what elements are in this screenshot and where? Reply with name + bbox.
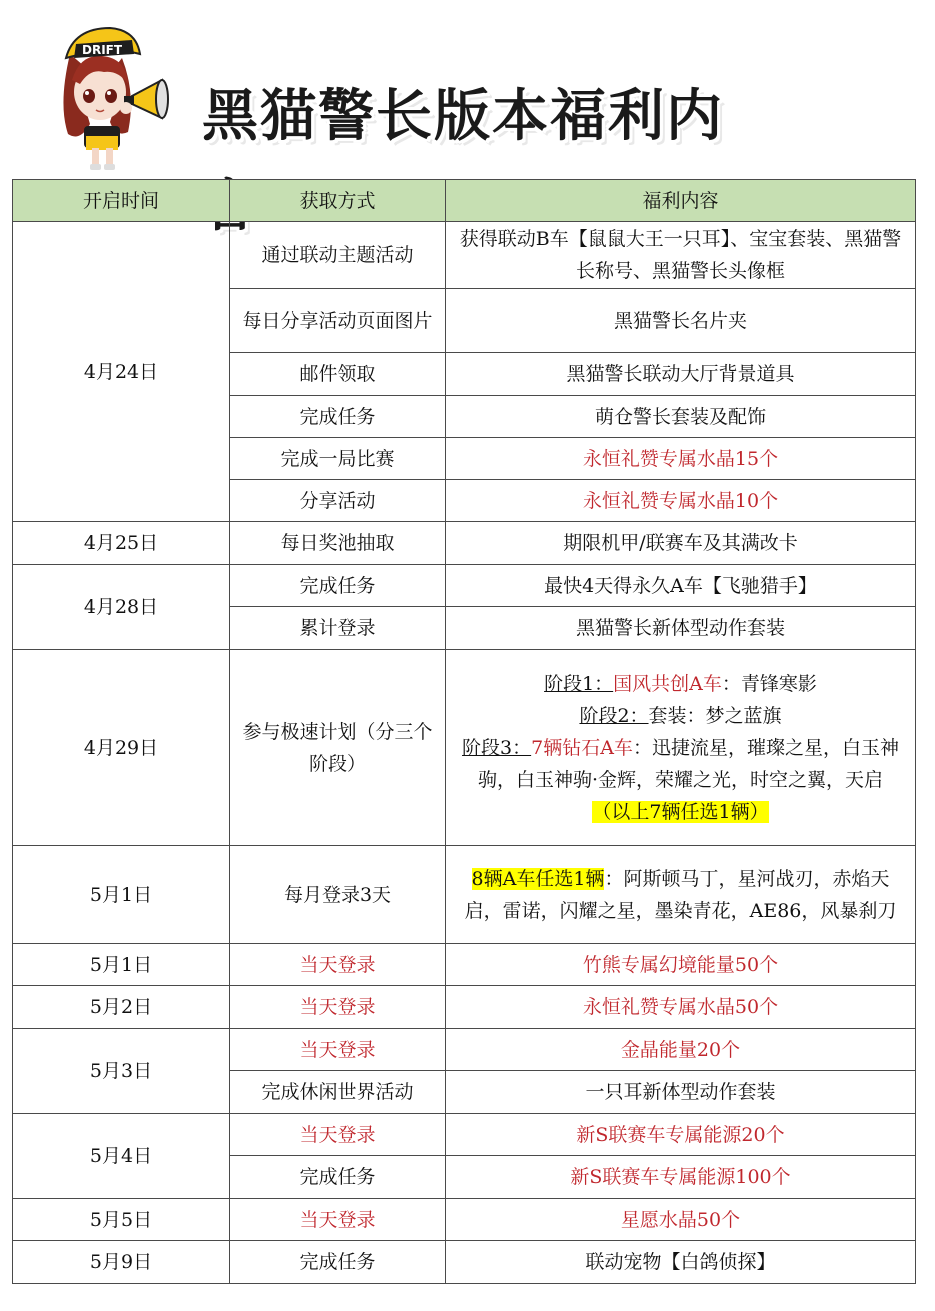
date-cell: 4月25日: [13, 522, 230, 565]
content-cell: 一只耳新体型动作套装: [446, 1071, 916, 1114]
content-cell: 黑猫警长名片夹: [446, 289, 916, 353]
method-cell: 每月登录3天: [230, 846, 446, 944]
date-cell: 5月4日: [13, 1114, 230, 1199]
method-cell: 累计登录: [230, 607, 446, 650]
content-cell: 星愿水晶50个: [446, 1199, 916, 1241]
date-cell: 5月1日: [13, 846, 230, 944]
stages-content-cell: [446, 650, 916, 846]
table-header-row: [13, 180, 916, 222]
date-cell: 5月5日: [13, 1199, 230, 1241]
header-method: 获取方式: [230, 180, 446, 222]
benefits-table: [12, 179, 916, 1284]
method-cell: 参与极速计划（分三个阶段）: [230, 650, 446, 846]
table-row: [13, 650, 916, 846]
content-cell: 获得联动B车【鼠鼠大王一只耳】、宝宝套装、黑猫警长称号、黑猫警长头像框: [446, 222, 916, 289]
page-title: 黑猫警长版本福利内: [202, 84, 724, 149]
date-cell: 4月28日: [13, 565, 230, 650]
method-cell: 每日奖池抽取: [230, 522, 446, 565]
method-cell: 通过联动主题活动: [230, 222, 446, 289]
method-cell: 当天登录: [230, 1199, 446, 1241]
content-cell: 8辆A车任选1辆：阿斯顿马丁，星河战刃，赤焰天启，雷诺，闪耀之星，墨染青花，AE86，风暴刹刀: [446, 846, 916, 944]
content-cell: 黑猫警长新体型动作套装: [446, 607, 916, 650]
stage-2-line: 阶段2：套装：梦之蓝旗: [579, 704, 782, 727]
method-cell: 每日分享活动页面图片: [230, 289, 446, 353]
table-row: [13, 522, 916, 565]
content-cell: 联动宠物【白鸽侦探】: [446, 1241, 916, 1284]
header-content: 福利内容: [446, 180, 916, 222]
stage-note: （以上7辆任选1辆）: [592, 800, 769, 823]
table-row: [13, 1241, 916, 1284]
highlight-text: 8辆A车任选1辆: [471, 867, 605, 890]
method-cell: 当天登录: [230, 944, 446, 986]
date-cell: 5月9日: [13, 1241, 230, 1284]
table-row: [13, 944, 916, 986]
content-cell: 新S联赛车专属能源20个: [446, 1114, 916, 1156]
date-cell: 4月29日: [13, 650, 230, 846]
method-cell: 完成任务: [230, 1156, 446, 1199]
method-cell: 当天登录: [230, 1114, 446, 1156]
method-cell: 完成一局比赛: [230, 438, 446, 480]
cap-logo-text: DRIFT: [82, 43, 123, 57]
method-cell: 完成休闲世界活动: [230, 1071, 446, 1114]
content-cell: 永恒礼赞专属水晶15个: [446, 438, 916, 480]
content-cell: 最快4天得永久A车【飞驰猎手】: [446, 565, 916, 607]
table-row: [13, 1199, 916, 1241]
table-row: [13, 222, 916, 289]
content-cell: 期限机甲/联赛车及其满改卡: [446, 522, 916, 565]
date-cell: 5月2日: [13, 986, 230, 1029]
content-cell: 黑猫警长联动大厅背景道具: [446, 353, 916, 396]
header-open-time: 开启时间: [13, 180, 230, 222]
content-cell: 金晶能量20个: [446, 1029, 916, 1071]
stage-1-line: 阶段1：国风共创A车：青锋寒影: [544, 672, 817, 695]
content-cell: 萌仓警长套装及配饰: [446, 396, 916, 438]
content-cell: 竹熊专属幻境能量50个: [446, 944, 916, 986]
date-cell: 4月24日: [13, 222, 230, 522]
date-cell: 5月1日: [13, 944, 230, 986]
method-cell: 分享活动: [230, 480, 446, 522]
method-cell: 当天登录: [230, 986, 446, 1029]
table-row: [13, 1114, 916, 1156]
method-cell: 完成任务: [230, 565, 446, 607]
method-cell: 完成任务: [230, 396, 446, 438]
stage-3-line: 阶段3：7辆钻石A车：迅捷流星，璀璨之星，白玉神驹，白玉神驹·金辉，荣耀之光，时空之翼，天启: [462, 736, 899, 791]
table-row: [13, 1029, 916, 1071]
method-cell: 完成任务: [230, 1241, 446, 1284]
table-row: [13, 565, 916, 607]
mascot-girl-megaphone-icon: [40, 14, 180, 174]
content-cell: 新S联赛车专属能源100个: [446, 1156, 916, 1199]
content-cell: 永恒礼赞专属水晶10个: [446, 480, 916, 522]
method-cell: 当天登录: [230, 1029, 446, 1071]
table-row: [13, 986, 916, 1029]
content-cell: 永恒礼赞专属水晶50个: [446, 986, 916, 1029]
date-cell: 5月3日: [13, 1029, 230, 1114]
method-cell: 邮件领取: [230, 353, 446, 396]
table-row: [13, 846, 916, 944]
